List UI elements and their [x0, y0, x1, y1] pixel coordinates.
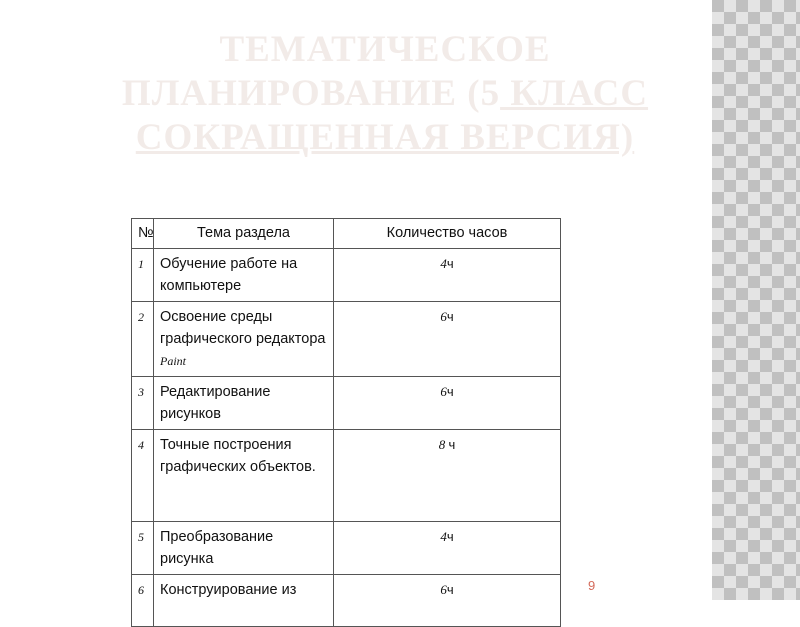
row-topic: Точные построения графических объектов.: [154, 430, 334, 522]
row-hours: [334, 522, 561, 575]
hours-value: 4: [440, 529, 447, 544]
row-hours: [334, 430, 561, 522]
title-line-2-part-a: ПЛАНИРОВАНИЕ (5: [121, 73, 501, 114]
title-line-2: [100, 72, 670, 116]
table-row: [132, 302, 561, 377]
hours-value: 6: [440, 582, 447, 597]
row-hours: [334, 249, 561, 302]
row-hours: [334, 377, 561, 430]
header-hours: Количество часов: [334, 219, 561, 249]
decorative-pattern-panel: [712, 0, 800, 600]
hours-value: 8: [438, 437, 449, 452]
row-number: 3: [132, 377, 154, 430]
row-number: 1: [132, 249, 154, 302]
table-row: [132, 249, 561, 302]
table-header-row: [132, 219, 561, 249]
table-row: [132, 377, 561, 430]
hours-unit: ч: [446, 582, 454, 597]
row-number: 4: [132, 430, 154, 522]
row-topic: Редактирование рисунков: [154, 377, 334, 430]
hours-value: 4: [440, 256, 447, 271]
row-number: 5: [132, 522, 154, 575]
hours-unit: ч: [446, 256, 454, 271]
hours-unit: ч: [448, 437, 456, 452]
title-line-2-part-b: КЛАСС: [500, 73, 649, 114]
row-topic: Обучение работе на компьютере: [154, 249, 334, 302]
table-row: [132, 522, 561, 575]
topic-text: Освоение среды графического редактора: [160, 309, 326, 347]
table-row: [132, 575, 561, 627]
slide-title: [100, 28, 670, 160]
row-number: 6: [132, 575, 154, 627]
row-number: 2: [132, 302, 154, 377]
title-line-1: ТЕМАТИЧЕСКОЕ: [219, 29, 551, 70]
row-topic: Преобразование рисунка: [154, 522, 334, 575]
header-topic: Тема раздела: [154, 219, 334, 249]
hours-unit: ч: [446, 309, 454, 324]
row-topic: [154, 302, 334, 377]
hours-value: 6: [440, 384, 447, 399]
hours-value: 6: [440, 309, 447, 324]
header-number: №: [132, 219, 154, 249]
table-row: [132, 430, 561, 522]
page-number: 9: [588, 578, 596, 593]
row-hours: [334, 575, 561, 627]
hours-unit: ч: [446, 529, 454, 544]
planning-table: [131, 218, 561, 627]
topic-emphasis: Paint: [160, 354, 186, 368]
row-hours: [334, 302, 561, 377]
title-line-3: СОКРАЩЕННАЯ ВЕРСИЯ): [135, 117, 635, 158]
hours-unit: ч: [446, 384, 454, 399]
row-topic: Конструирование из: [154, 575, 334, 627]
